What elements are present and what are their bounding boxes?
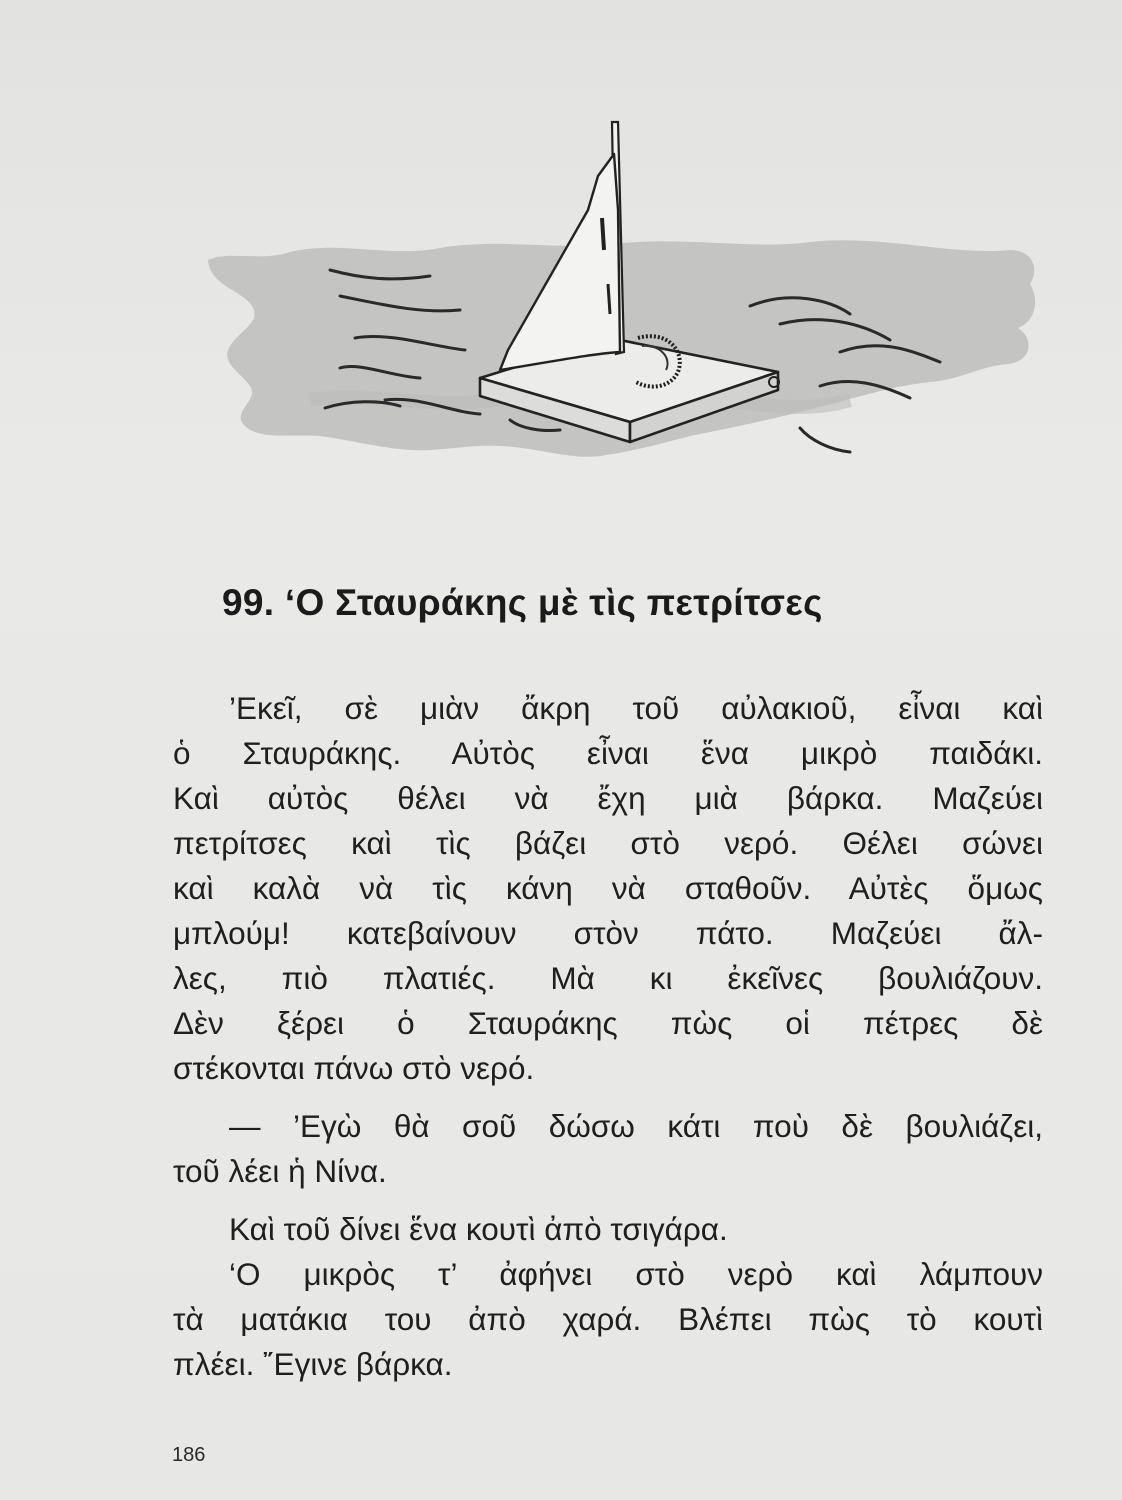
text-line: τὰ ματάκια του ἀπὸ χαρά. Βλέπει πὼς τὸ κουτὶ	[173, 1301, 1043, 1337]
text-line: ‘Ο μικρὸς τ’ ἀφήνει στὸ νερὸ καὶ λάμπουν	[229, 1256, 1043, 1292]
text-line: Καὶ τοῦ δίνει ἕνα κουτὶ ἀπὸ τσιγάρα.	[229, 1211, 728, 1247]
text-line: ’Εκεῖ, σὲ μιὰν ἄκρη τοῦ αὐλακιοῦ, εἶναι καὶ	[229, 690, 1043, 726]
text-line: καὶ καλὰ νὰ τὶς κάνη νὰ σταθοῦν. Αὐτὲς ὅμως	[173, 870, 1043, 906]
text-line: πλέει. ῎Εγινε βάρκα.	[173, 1346, 453, 1382]
text-line: ὁ Σταυράκης. Αὐτὸς εἶναι ἕνα μικρὸ παιδάκι.	[173, 735, 1043, 771]
text-line: μπλούμ! κατεβαίνουν στὸν πάτο. Μαζεύει ἄλ-	[173, 915, 1043, 951]
text-line: στέκονται πάνω στὸ νερό.	[173, 1050, 535, 1086]
text-line: λες, πιὸ πλατιές. Μὰ κι ἐκεῖνες βουλιάζουν.	[173, 960, 1043, 996]
text-line: Δὲν ξέρει ὁ Σταυράκης πὼς οἱ πέτρες δὲ	[173, 1005, 1043, 1041]
text-line: τοῦ λέει ἡ Νίνα.	[173, 1153, 387, 1189]
page-number: 186	[172, 1444, 206, 1466]
story-text	[173, 686, 1043, 1387]
paragraph	[173, 1104, 1043, 1194]
sailboat-illustration	[190, 100, 1050, 500]
paragraph	[173, 686, 1043, 1091]
text-line: — ’Εγὼ θὰ σοῦ δώσω κάτι ποὺ δὲ βουλιάζει,	[229, 1108, 1043, 1144]
text-line: Καὶ αὐτὸς θέλει νὰ ἔχη μιὰ βάρκα. Μαζεύει	[173, 780, 1043, 816]
chapter-title: 99. ‘Ο Σταυράκης μὲ τὶς πετρίτσες	[222, 582, 823, 623]
paragraph	[173, 1207, 1043, 1387]
text-line: πετρίτσες καὶ τὶς βάζει στὸ νερό. Θέλει σώνει	[173, 825, 1043, 861]
